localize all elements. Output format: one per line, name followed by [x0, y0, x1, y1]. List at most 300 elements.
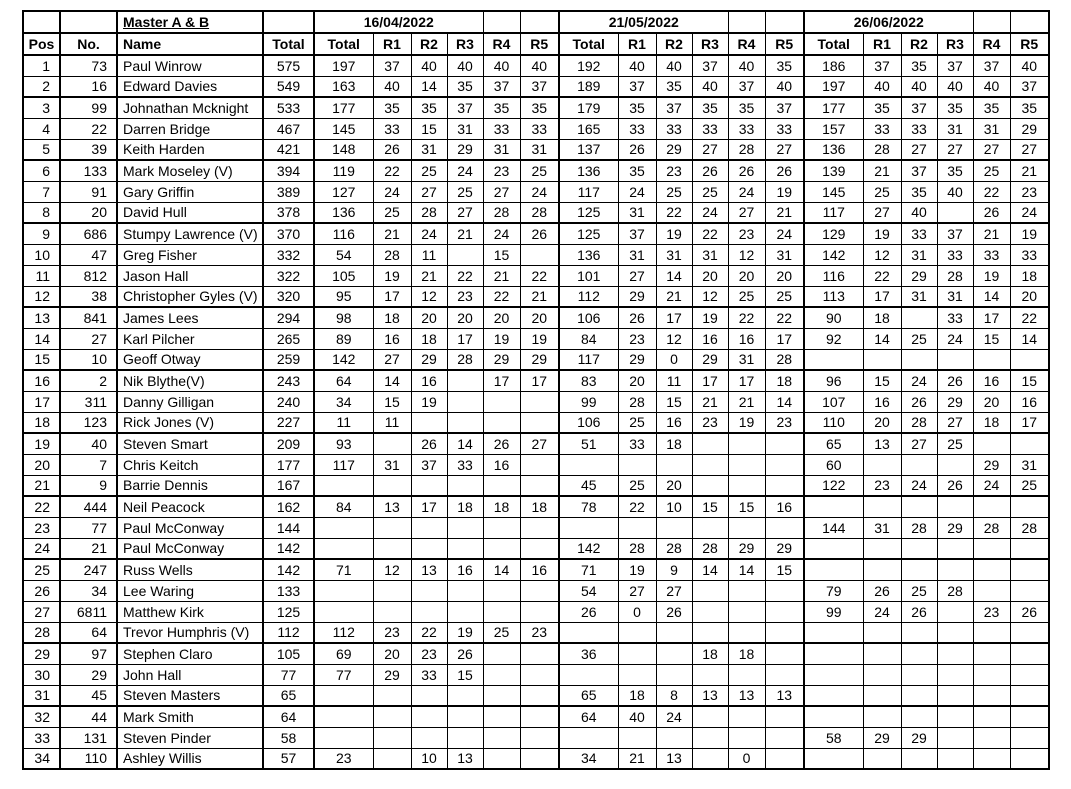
pos-cell: 29: [23, 643, 60, 664]
table-row: [23, 601, 1049, 622]
event-total-cell: [314, 580, 373, 601]
round-score-cell: 28: [618, 538, 656, 559]
col-header-total: Total: [263, 33, 314, 55]
round-score-cell: 19: [411, 391, 447, 412]
round-score-cell: 15: [656, 391, 692, 412]
round-score-cell: 16: [483, 454, 520, 475]
round-score-cell: 31: [937, 118, 973, 139]
event-total-cell: [314, 538, 373, 559]
round-score-cell: 18: [656, 433, 692, 454]
name-cell: Russ Wells: [117, 559, 263, 580]
event-total-cell: 99: [804, 601, 863, 622]
round-score-cell: 23: [447, 286, 483, 307]
round-score-cell: [411, 727, 447, 748]
round-score-cell: [728, 475, 765, 496]
event-total-cell: 71: [314, 559, 373, 580]
round-score-cell: [483, 727, 520, 748]
number-cell: 10: [60, 349, 117, 370]
round-score-cell: [373, 538, 411, 559]
round-score-cell: 24: [656, 706, 692, 727]
round-score-cell: 28: [520, 202, 559, 223]
round-score-cell: 29: [728, 538, 765, 559]
round-score-cell: [411, 538, 447, 559]
name-cell: Barrie Dennis: [117, 475, 263, 496]
season-total-cell: 320: [263, 286, 314, 307]
round-score-cell: 28: [937, 265, 973, 286]
round-score-cell: 26: [520, 223, 559, 244]
round-score-cell: 13: [411, 559, 447, 580]
round-score-cell: 26: [973, 202, 1010, 223]
table-row: [23, 307, 1049, 328]
round-score-cell: [973, 643, 1010, 664]
round-score-cell: 14: [656, 265, 692, 286]
round-score-cell: 31: [692, 244, 728, 265]
round-score-cell: 40: [937, 181, 973, 202]
table-row: [23, 748, 1049, 769]
round-score-cell: 19: [520, 328, 559, 349]
round-score-cell: 37: [1010, 76, 1049, 97]
round-score-cell: 37: [447, 97, 483, 118]
round-score-cell: 20: [618, 370, 656, 391]
name-cell: Mark Smith: [117, 706, 263, 727]
round-score-cell: 17: [973, 307, 1010, 328]
name-cell: Nik Blythe(V): [117, 370, 263, 391]
name-cell: Rick Jones (V): [117, 412, 263, 433]
name-cell: Karl Pilcher: [117, 328, 263, 349]
round-score-cell: [937, 706, 973, 727]
round-score-cell: 17: [520, 370, 559, 391]
round-score-cell: 37: [901, 97, 937, 118]
round-score-cell: 17: [373, 286, 411, 307]
col-header-event2-total: Total: [559, 33, 618, 55]
table-row: [23, 454, 1049, 475]
round-score-cell: [863, 538, 901, 559]
round-score-cell: 27: [520, 433, 559, 454]
round-score-cell: 28: [373, 244, 411, 265]
round-score-cell: 27: [765, 139, 804, 160]
round-score-cell: 20: [728, 265, 765, 286]
season-total-cell: 209: [263, 433, 314, 454]
event-total-cell: 177: [314, 97, 373, 118]
round-score-cell: 22: [411, 622, 447, 643]
round-score-cell: 28: [901, 517, 937, 538]
round-score-cell: [373, 433, 411, 454]
round-score-cell: 28: [765, 349, 804, 370]
event-total-cell: 101: [559, 265, 618, 286]
round-score-cell: [765, 454, 804, 475]
round-score-cell: 40: [373, 76, 411, 97]
round-score-cell: 31: [618, 202, 656, 223]
event-total-cell: 112: [559, 286, 618, 307]
season-total-cell: 389: [263, 181, 314, 202]
event-total-cell: 110: [804, 412, 863, 433]
season-total-cell: 227: [263, 412, 314, 433]
event-total-cell: 36: [559, 643, 618, 664]
round-score-cell: 22: [1010, 307, 1049, 328]
round-score-cell: [728, 601, 765, 622]
round-score-cell: [901, 622, 937, 643]
round-score-cell: 21: [447, 223, 483, 244]
round-score-cell: 40: [483, 55, 520, 76]
round-score-cell: 27: [863, 202, 901, 223]
round-score-cell: 21: [483, 265, 520, 286]
round-score-cell: 35: [692, 97, 728, 118]
table-row: [23, 223, 1049, 244]
round-score-cell: 24: [411, 223, 447, 244]
round-score-cell: [692, 517, 728, 538]
sheet-title: Master A & B: [117, 11, 263, 33]
header-spacer: [765, 11, 804, 33]
round-score-cell: 13: [765, 685, 804, 706]
round-score-cell: 18: [692, 643, 728, 664]
round-score-cell: 18: [1010, 265, 1049, 286]
event-total-cell: 54: [314, 244, 373, 265]
round-score-cell: 28: [863, 139, 901, 160]
number-cell: 841: [60, 307, 117, 328]
event-total-cell: 89: [314, 328, 373, 349]
round-score-cell: 40: [520, 55, 559, 76]
round-score-cell: [973, 748, 1010, 769]
round-score-cell: 17: [728, 370, 765, 391]
pos-cell: 1: [23, 55, 60, 76]
round-score-cell: 35: [937, 160, 973, 181]
round-score-cell: [373, 517, 411, 538]
season-total-cell: 370: [263, 223, 314, 244]
round-score-cell: [728, 727, 765, 748]
round-score-cell: [483, 517, 520, 538]
event-total-cell: 117: [559, 181, 618, 202]
event-total-cell: 95: [314, 286, 373, 307]
round-score-cell: 19: [373, 265, 411, 286]
table-row: [23, 643, 1049, 664]
round-score-cell: [863, 349, 901, 370]
round-score-cell: 23: [1010, 181, 1049, 202]
name-cell: Paul Winrow: [117, 55, 263, 76]
round-score-cell: [411, 706, 447, 727]
round-score-cell: 29: [765, 538, 804, 559]
event-total-cell: 93: [314, 433, 373, 454]
event-total-cell: 148: [314, 139, 373, 160]
round-score-cell: [656, 643, 692, 664]
event-total-cell: 142: [314, 349, 373, 370]
round-score-cell: [447, 244, 483, 265]
round-score-cell: 20: [411, 307, 447, 328]
event-total-cell: 157: [804, 118, 863, 139]
round-score-cell: [483, 391, 520, 412]
col-header-event1-r1: R1: [373, 33, 411, 55]
round-score-cell: [447, 538, 483, 559]
round-score-cell: 28: [483, 202, 520, 223]
round-score-cell: 21: [863, 160, 901, 181]
round-score-cell: 20: [692, 265, 728, 286]
season-total-cell: 162: [263, 496, 314, 517]
round-score-cell: [483, 664, 520, 685]
round-score-cell: 23: [520, 622, 559, 643]
round-score-cell: 27: [901, 139, 937, 160]
pos-cell: 33: [23, 727, 60, 748]
round-score-cell: 19: [618, 559, 656, 580]
event-total-cell: [804, 748, 863, 769]
round-score-cell: [863, 454, 901, 475]
col-header-event2-r2: R2: [656, 33, 692, 55]
round-score-cell: 26: [1010, 601, 1049, 622]
round-score-cell: [520, 475, 559, 496]
event-total-cell: [804, 706, 863, 727]
season-total-cell: 265: [263, 328, 314, 349]
season-total-cell: 64: [263, 706, 314, 727]
round-score-cell: [901, 643, 937, 664]
round-score-cell: [937, 748, 973, 769]
round-score-cell: [692, 454, 728, 475]
pos-cell: 12: [23, 286, 60, 307]
round-score-cell: 33: [692, 118, 728, 139]
table-header: [23, 11, 1049, 55]
event-total-cell: [314, 685, 373, 706]
header-row-columns: [23, 33, 1049, 55]
round-score-cell: 21: [373, 223, 411, 244]
table-row: [23, 706, 1049, 727]
event-total-cell: 145: [314, 118, 373, 139]
round-score-cell: 26: [483, 433, 520, 454]
table-row: [23, 181, 1049, 202]
round-score-cell: 27: [411, 181, 447, 202]
name-cell: Paul McConway: [117, 517, 263, 538]
round-score-cell: 40: [728, 55, 765, 76]
round-score-cell: 18: [863, 307, 901, 328]
round-score-cell: 35: [411, 97, 447, 118]
round-score-cell: 23: [728, 223, 765, 244]
round-score-cell: 28: [411, 202, 447, 223]
number-cell: 9: [60, 475, 117, 496]
round-score-cell: 19: [1010, 223, 1049, 244]
round-score-cell: [1010, 685, 1049, 706]
round-score-cell: 24: [520, 181, 559, 202]
pos-cell: 24: [23, 538, 60, 559]
round-score-cell: 13: [863, 433, 901, 454]
event-total-cell: 78: [559, 496, 618, 517]
round-score-cell: 25: [483, 622, 520, 643]
round-score-cell: 26: [765, 160, 804, 181]
round-score-cell: 20: [520, 307, 559, 328]
round-score-cell: 17: [1010, 412, 1049, 433]
round-score-cell: 33: [618, 433, 656, 454]
round-score-cell: 35: [901, 181, 937, 202]
number-cell: 247: [60, 559, 117, 580]
season-total-cell: 167: [263, 475, 314, 496]
round-score-cell: 24: [937, 328, 973, 349]
round-score-cell: 14: [411, 76, 447, 97]
round-score-cell: [447, 370, 483, 391]
round-score-cell: [411, 685, 447, 706]
event-total-cell: 116: [314, 223, 373, 244]
round-score-cell: 26: [692, 160, 728, 181]
round-score-cell: 19: [765, 181, 804, 202]
event-total-cell: 64: [559, 706, 618, 727]
season-total-cell: 142: [263, 538, 314, 559]
round-score-cell: [863, 748, 901, 769]
round-score-cell: 20: [483, 307, 520, 328]
round-score-cell: 40: [901, 76, 937, 97]
round-score-cell: 25: [692, 181, 728, 202]
event-total-cell: [559, 454, 618, 475]
round-score-cell: 18: [447, 496, 483, 517]
round-score-cell: 40: [765, 76, 804, 97]
event-total-cell: 189: [559, 76, 618, 97]
round-score-cell: [483, 748, 520, 769]
round-score-cell: 31: [447, 118, 483, 139]
round-score-cell: 37: [618, 76, 656, 97]
round-score-cell: [520, 580, 559, 601]
round-score-cell: [901, 559, 937, 580]
round-score-cell: 33: [447, 454, 483, 475]
round-score-cell: 37: [411, 454, 447, 475]
number-cell: 38: [60, 286, 117, 307]
round-score-cell: 26: [863, 580, 901, 601]
round-score-cell: 37: [863, 55, 901, 76]
round-score-cell: 16: [656, 412, 692, 433]
name-cell: Keith Harden: [117, 139, 263, 160]
event-total-cell: 64: [314, 370, 373, 391]
col-header-event1-r4: R4: [483, 33, 520, 55]
col-header-event3-r4: R4: [973, 33, 1010, 55]
pos-cell: 26: [23, 580, 60, 601]
event-total-cell: 113: [804, 286, 863, 307]
round-score-cell: 23: [483, 160, 520, 181]
round-score-cell: 8: [656, 685, 692, 706]
round-score-cell: 29: [373, 664, 411, 685]
round-score-cell: 13: [373, 496, 411, 517]
round-score-cell: 35: [728, 97, 765, 118]
season-total-cell: 549: [263, 76, 314, 97]
event-total-cell: 34: [314, 391, 373, 412]
round-score-cell: 15: [765, 559, 804, 580]
round-score-cell: 33: [973, 244, 1010, 265]
round-score-cell: 16: [373, 328, 411, 349]
event-total-cell: 179: [559, 97, 618, 118]
pos-cell: 14: [23, 328, 60, 349]
round-score-cell: 24: [447, 160, 483, 181]
table-row: [23, 664, 1049, 685]
round-score-cell: 15: [483, 244, 520, 265]
name-cell: Chris Keitch: [117, 454, 263, 475]
round-score-cell: 12: [692, 286, 728, 307]
round-score-cell: 21: [728, 391, 765, 412]
number-cell: 29: [60, 664, 117, 685]
round-score-cell: [692, 580, 728, 601]
name-cell: Neil Peacock: [117, 496, 263, 517]
round-score-cell: 26: [728, 160, 765, 181]
round-score-cell: 25: [863, 181, 901, 202]
event-total-cell: 54: [559, 580, 618, 601]
round-score-cell: [901, 496, 937, 517]
pos-cell: 3: [23, 97, 60, 118]
round-score-cell: 31: [901, 244, 937, 265]
round-score-cell: [520, 664, 559, 685]
event-total-cell: 142: [804, 244, 863, 265]
round-score-cell: [863, 706, 901, 727]
round-score-cell: 29: [692, 349, 728, 370]
event-total-cell: 84: [314, 496, 373, 517]
round-score-cell: 40: [411, 55, 447, 76]
round-score-cell: 22: [692, 223, 728, 244]
round-score-cell: [373, 748, 411, 769]
round-score-cell: 25: [520, 160, 559, 181]
round-score-cell: [901, 307, 937, 328]
round-score-cell: 40: [447, 55, 483, 76]
round-score-cell: 35: [618, 160, 656, 181]
round-score-cell: 18: [520, 496, 559, 517]
round-score-cell: [1010, 727, 1049, 748]
round-score-cell: 33: [937, 244, 973, 265]
round-score-cell: 20: [656, 475, 692, 496]
table-row: [23, 580, 1049, 601]
round-score-cell: 27: [901, 433, 937, 454]
round-score-cell: 16: [411, 370, 447, 391]
name-cell: James Lees: [117, 307, 263, 328]
pos-cell: 18: [23, 412, 60, 433]
round-score-cell: 23: [373, 622, 411, 643]
round-score-cell: 29: [656, 139, 692, 160]
round-score-cell: 22: [373, 160, 411, 181]
round-score-cell: [973, 664, 1010, 685]
round-score-cell: 14: [483, 559, 520, 580]
round-score-cell: 40: [656, 55, 692, 76]
event-total-cell: 142: [559, 538, 618, 559]
header-row-dates: [23, 11, 1049, 33]
round-score-cell: 0: [618, 601, 656, 622]
round-score-cell: 31: [901, 286, 937, 307]
name-cell: Jason Hall: [117, 265, 263, 286]
event-total-cell: 117: [314, 454, 373, 475]
round-score-cell: 28: [901, 412, 937, 433]
round-score-cell: 0: [728, 748, 765, 769]
round-score-cell: [1010, 643, 1049, 664]
round-score-cell: 37: [618, 223, 656, 244]
event-total-cell: [559, 664, 618, 685]
round-score-cell: 27: [447, 202, 483, 223]
round-score-cell: [937, 685, 973, 706]
table-row: [23, 538, 1049, 559]
round-score-cell: [483, 601, 520, 622]
results-sheet: [22, 10, 1050, 770]
round-score-cell: 14: [447, 433, 483, 454]
event-total-cell: 90: [804, 307, 863, 328]
event-total-cell: [804, 496, 863, 517]
name-cell: Stumpy Lawrence (V): [117, 223, 263, 244]
event-total-cell: [559, 517, 618, 538]
round-score-cell: [728, 433, 765, 454]
round-score-cell: 28: [656, 538, 692, 559]
season-total-cell: 240: [263, 391, 314, 412]
round-score-cell: 33: [618, 118, 656, 139]
round-score-cell: 22: [863, 265, 901, 286]
round-score-cell: 27: [618, 580, 656, 601]
event-total-cell: 92: [804, 328, 863, 349]
round-score-cell: 26: [618, 307, 656, 328]
event-total-cell: 45: [559, 475, 618, 496]
round-score-cell: 19: [447, 622, 483, 643]
event-total-cell: 136: [559, 244, 618, 265]
season-total-cell: 259: [263, 349, 314, 370]
season-total-cell: 125: [263, 601, 314, 622]
round-score-cell: [483, 412, 520, 433]
round-score-cell: [937, 664, 973, 685]
round-score-cell: [1010, 559, 1049, 580]
round-score-cell: 28: [692, 538, 728, 559]
round-score-cell: [411, 517, 447, 538]
round-score-cell: 20: [447, 307, 483, 328]
season-total-cell: 105: [263, 643, 314, 664]
